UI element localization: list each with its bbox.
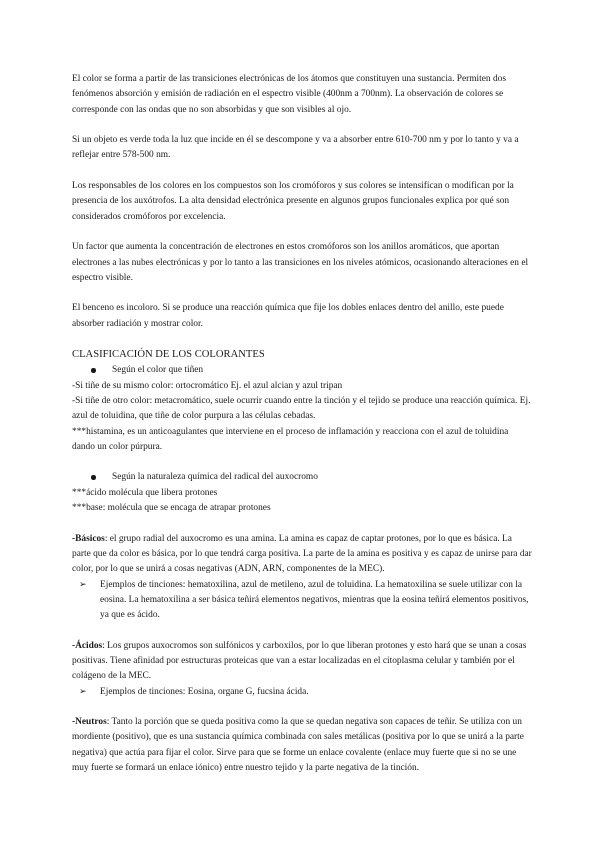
paragraph-basicos [72,532,532,578]
arrow-bullet-icon: ➢ [79,686,87,697]
term-acidos: -Ácidos [72,640,103,651]
arrow-item-basicos [72,578,532,624]
paragraph-chromophores: Los responsables de los colores en los compuestos son los cromóforos y sus colores se intensifican o modifican por la presencia de los auxótrofos. La alta densidad electrónica presente en algunos grupos funcionales explica por qué son considerados cromóforos por excelencia. [72,181,514,222]
bullet-chemical-nature: Según la naturaleza química del radical del auxocromo [72,470,532,485]
term-neutros: -Neutros [72,717,107,728]
document-page [72,72,532,776]
text-neutros: : Tanto la porción que se queda positiva como la que se quedan negativa son capaces de teñir. Se utiliza con un mordiente (positivo), que es una sustancia química combinada con sales metálicas (positiva por lo que se unirá a la parte negativa) que actúa para fijar el color. Sirve para que se forme un enlace covalente (enlace muy fuerte que si no se une muy fuerte se formará un enlace iónico) entre nuestro tejido y la parte negativa de la tinción. [72,717,524,774]
text-acidos: : Los grupos auxocromos son sulfónicos y carboxilos, por lo que liberan protones y esto hará que se unan a cosas positivas. Tiene afinidad por estructuras proteicas que van a estar localizadas en el citoplasma celular y también por el colágeno de la MEC. [72,640,527,682]
line-histamine: ***histamina, es un anticoagulantes que interviene en el proceso de inflamación y reacciona con el azul de toluidina dando un color púrpura. [72,426,509,452]
paragraph-color-formation: El color se forma a partir de las transiciones electrónicas de los átomos que constituyen una sustancia. Permiten dos fenómenos absorción y emisión de radiación en el espectro visible (400nm a 700nm). La observación de colores se corresponde con las ondas que no son absorbidas y que son visibles al ojo. [72,74,506,115]
text-basicos: : el grupo radial del auxocromo es una amina. La amina es capaz de captar protones, por lo que es básica. La parte que da color es básica, por lo que tendrá carga positiva. La parte de la amina es positiva y es capaz de unirse para dar color, por lo que se unirá a cosas negativas (ADN, ARN, componentes de la MEC). [72,533,532,575]
line-metachromatic: -Si tiñe de otro color: metacromático, suele ocurrir cuando entre la tinción y el tejido se produce una reacción química. Ej. azul de toluidina, que tiñe de color purpura a las células cebadas. [72,395,531,422]
line-base-definition: ***base: molécula que se encaga de atrapar protones [72,503,271,514]
bullet-color-stained: Según el color que tiñen [72,363,532,378]
term-basicos: -Básicos [72,533,105,544]
arrow-text-acidos: Ejemplos de tinciones: Eosina, organe G, fucsina ácida. [100,686,309,697]
arrow-text-basicos: Ejemplos de tinciones: hematoxilina, azul de metileno, azul de toluidina. La hematoxilina se suele utilizar con la eosina. La hematoxilina a ser básica teñirá elementos negativos, mientras que la eosina teñirá elementos positivos, ya que es ácido. [100,579,529,621]
arrow-item-acidos [72,685,532,700]
paragraph-benzene: El benceno es incoloro. Si se produce una reacción química que fije los dobles enlaces dentro del anillo, este puede absorber radiación y mostrar color. [72,303,504,329]
line-acid-definition: ***ácido molécula que libera protones [72,487,218,498]
line-orthochromatic: -Si tiñe de su mismo color: ortocromático Ej. el azul alcian y azul tripan [72,380,343,391]
paragraph-neutros [72,715,532,776]
paragraph-green-object: Si un objeto es verde toda la luz que incide en él se descompone y va a absorber entre 610-700 nm y por lo tanto y va a reflejar entre 578-500 nm. [72,135,519,161]
section-heading: CLASIFICACIÓN DE LOS COLORANTES [72,349,265,361]
paragraph-aromatic-rings: Un factor que aumenta la concentración de electrones en estos cromóforos son los anillos aromáticos, que aportan electrones a las nubes electrónicas y por lo tanto a las transiciones en los niveles atómicos, ocasionando alteraciones en el espectro visible. [72,242,529,283]
arrow-bullet-icon: ➢ [79,579,87,590]
paragraph-acidos [72,639,532,685]
